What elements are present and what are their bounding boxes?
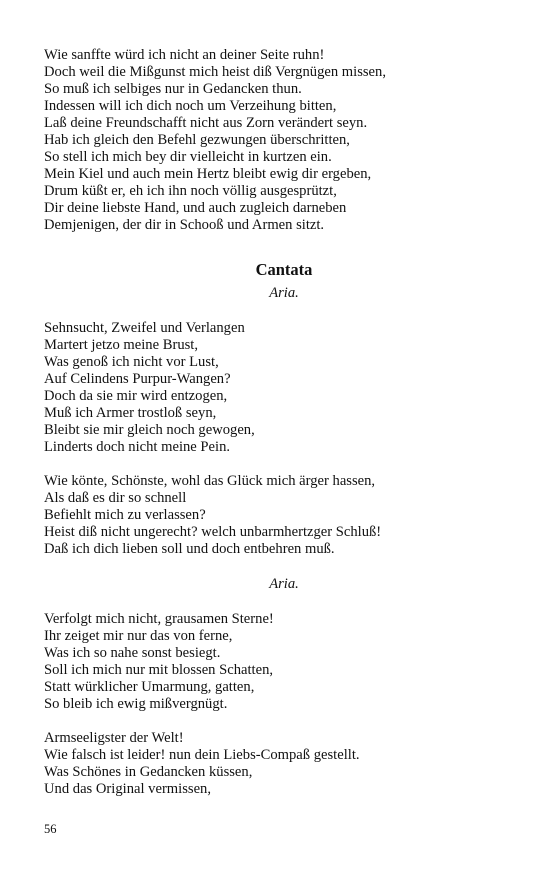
aria1-stanza xyxy=(44,320,524,456)
verse-line: Soll ich mich nur mit blossen Schatten, xyxy=(44,662,274,678)
verse-line: Doch da sie mir wird entzogen, xyxy=(44,388,228,404)
verse-line: Hab ich gleich den Befehl gezwungen überschritten, xyxy=(44,132,350,148)
verse-line: Wie falsch ist leider! nun dein Liebs-Compaß gestellt. xyxy=(44,747,360,763)
recitative-stanza-2 xyxy=(44,730,524,798)
verse-line: Armseeligster der Welt! xyxy=(44,730,184,746)
verse-line: Wie könte, Schönste, wohl das Glück mich ärger hassen, xyxy=(44,473,376,489)
verse-line: Wie sanffte würd ich nicht an deiner Seite ruhn! xyxy=(44,47,325,63)
recitative-stanza-1 xyxy=(44,473,524,558)
verse-line: Muß ich Armer trostloß seyn, xyxy=(44,405,217,421)
verse-line: Auf Celindens Purpur-Wangen? xyxy=(44,371,231,387)
verse-line: So bleib ich ewig mißvergnügt. xyxy=(44,696,228,712)
verse-line: Verfolgt mich nicht, grausamen Sterne! xyxy=(44,611,274,627)
stanza-gap xyxy=(44,456,524,473)
verse-line: Daß ich dich lieben soll und doch entbehren muß. xyxy=(44,541,335,557)
verse-line: Was ich so nahe sonst besiegt. xyxy=(44,645,221,661)
verse-line: So muß ich selbiges nur in Gedancken thun. xyxy=(44,81,302,97)
verse-line: Was Schönes in Gedancken küssen, xyxy=(44,764,253,780)
verse-line: Befiehlt mich zu verlassen? xyxy=(44,507,206,523)
page-body xyxy=(44,47,524,798)
verse-line: So stell ich mich bey dir vielleicht in kurtzen ein. xyxy=(44,149,332,165)
verse-line: Statt würklicher Umarmung, gatten, xyxy=(44,679,255,695)
intro-stanza xyxy=(44,47,524,234)
verse-line: Doch weil die Mißgunst mich heist diß Vergnügen missen, xyxy=(44,64,386,80)
verse-line: Und das Original vermissen, xyxy=(44,781,211,797)
verse-line: Drum küßt er, eh ich ihn noch völlig ausgesprützt, xyxy=(44,183,337,199)
aria2-stanza xyxy=(44,611,524,713)
verse-line: Indessen will ich dich noch um Verzeihung bitten, xyxy=(44,98,337,114)
verse-line: Demjenigen, der dir in Schooß und Armen sitzt. xyxy=(44,217,325,233)
cantata-heading: Cantata xyxy=(255,260,313,279)
verse-line: Ihr zeiget mir nur das von ferne, xyxy=(44,628,233,644)
verse-line: Mein Kiel und auch mein Hertz bleibt ewig dir ergeben, xyxy=(44,166,372,182)
verse-line: Heist diß nicht ungerecht? welch unbarmhertzger Schluß! xyxy=(44,524,382,540)
aria-label: Aria. xyxy=(269,285,299,301)
stanza-gap xyxy=(44,713,524,730)
verse-line: Martert jetzo meine Brust, xyxy=(44,337,198,353)
aria-label: Aria. xyxy=(269,576,299,592)
verse-line: Was genoß ich nicht vor Lust, xyxy=(44,354,219,370)
verse-line: Linderts doch nicht meine Pein. xyxy=(44,439,231,455)
verse-line: Bleibt sie mir gleich noch gewogen, xyxy=(44,422,255,438)
verse-line: Sehnsucht, Zweifel und Verlangen xyxy=(44,320,245,336)
verse-line: Als daß es dir so schnell xyxy=(44,490,187,506)
verse-line: Laß deine Freundschafft nicht aus Zorn verändert seyn. xyxy=(44,115,368,131)
verse-line: Dir deine liebste Hand, und auch zugleich darneben xyxy=(44,200,347,216)
page-number: 56 xyxy=(44,822,57,836)
